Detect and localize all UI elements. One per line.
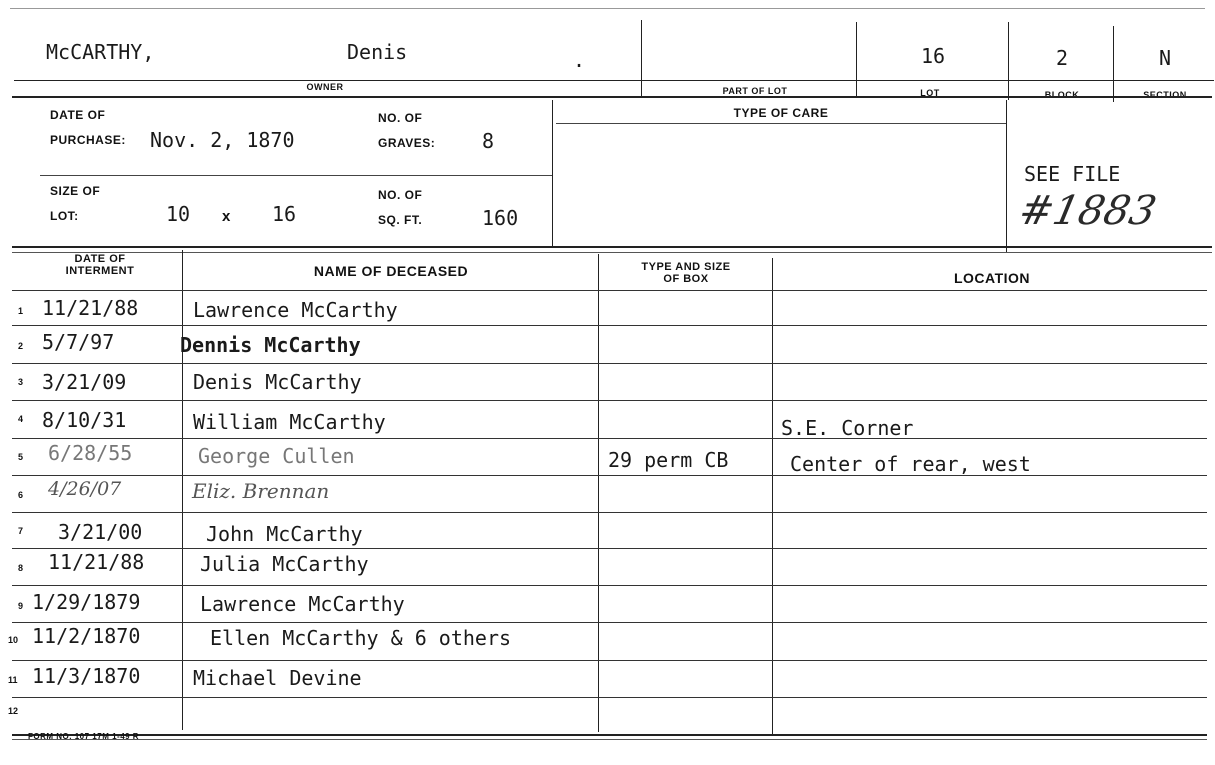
form-number: FORM NO. 107 17M 1-49 R <box>28 732 140 741</box>
row-separator <box>12 400 1207 401</box>
row-number: 6 <box>18 490 24 500</box>
lot-length: 16 <box>272 202 297 226</box>
interment-date: 11/21/88 <box>48 550 145 574</box>
row-number: 5 <box>18 452 24 462</box>
purchase-date: Nov. 2, 1870 <box>150 128 295 152</box>
interment-date: 11/2/1870 <box>32 624 141 648</box>
purchase-mid-rule <box>40 175 552 176</box>
block-bottom-rule-2 <box>12 252 1212 253</box>
box-type: 29 perm CB <box>608 448 729 472</box>
sqft-label-2: SQ. FT. <box>378 213 423 227</box>
deceased-name: William McCarthy <box>193 410 386 434</box>
row-separator <box>12 697 1207 698</box>
deceased-name: John McCarthy <box>206 522 363 546</box>
col-box-header <box>600 261 772 285</box>
divider-owner <box>641 20 642 98</box>
location: S.E. Corner <box>781 416 914 440</box>
col-box-header-line1: TYPE AND SIZE <box>641 261 731 273</box>
interment-date: 5/7/97 <box>42 330 115 354</box>
row-separator <box>12 660 1207 661</box>
interment-date: 1/29/1879 <box>32 590 141 614</box>
col-date-header-line2: INTERMENT <box>65 265 135 277</box>
graves-value: 8 <box>482 129 495 153</box>
row-separator <box>12 363 1207 364</box>
sqft-value: 160 <box>482 206 519 230</box>
date-of-label: DATE OF <box>50 108 106 122</box>
header-bottom-rule <box>12 96 1212 98</box>
divider-purchase-care <box>552 100 553 248</box>
row-number: 8 <box>18 563 24 573</box>
see-file-label: SEE FILE <box>1024 162 1121 186</box>
header-rule <box>14 80 1214 81</box>
interment-date: 3/21/09 <box>42 370 127 394</box>
lot-size-times: x <box>222 208 231 225</box>
lot-value: 16 <box>920 44 946 68</box>
care-rule <box>556 123 1006 124</box>
row-separator <box>12 438 1207 439</box>
graves-label-2: GRAVES: <box>378 136 436 150</box>
deceased-name: Lawrence McCarthy <box>200 592 405 616</box>
top-border <box>10 8 1205 9</box>
deceased-name: Dennis McCarthy <box>180 333 361 357</box>
row-number: 1 <box>18 306 24 316</box>
owner-label: OWNER <box>306 82 344 92</box>
section-value: N <box>1158 46 1172 70</box>
row-number: 12 <box>8 706 19 716</box>
deceased-name: Denis McCarthy <box>193 370 362 394</box>
block-value: 2 <box>1055 46 1069 70</box>
col-name-header: NAME OF DECEASED <box>313 263 469 279</box>
row-separator <box>12 548 1207 549</box>
lot-label: LOT <box>920 88 940 98</box>
owner-first-name: Denis <box>347 40 408 64</box>
interment-date: 6/28/55 <box>48 441 133 465</box>
deceased-name: Julia McCarthy <box>200 552 369 576</box>
owner-dot: . <box>573 48 586 72</box>
col-date-header <box>20 253 180 277</box>
interment-date: 11/21/88 <box>42 296 139 320</box>
block-label: BLOCK <box>1044 90 1080 100</box>
row-number: 3 <box>18 377 24 387</box>
col-location-header: LOCATION <box>953 270 1031 286</box>
lot-width: 10 <box>166 202 191 226</box>
row-separator <box>12 290 1207 291</box>
divider-lot <box>1008 22 1009 100</box>
file-number: #1883 <box>1015 188 1161 234</box>
divider-part-lot <box>856 22 857 98</box>
row-number: 4 <box>18 414 24 424</box>
row-separator <box>12 622 1207 623</box>
divider-block <box>1113 26 1114 102</box>
section-label: SECTION <box>1143 90 1187 100</box>
graves-label-1: NO. OF <box>378 111 423 125</box>
divider-care-file <box>1006 100 1007 252</box>
purchase-label: PURCHASE: <box>50 133 126 147</box>
deceased-name: George Cullen <box>198 444 355 468</box>
deceased-name: Ellen McCarthy & 6 others <box>210 626 512 650</box>
row-number: 11 <box>8 675 18 685</box>
interment-date: 3/21/00 <box>58 520 143 544</box>
table-bottom-rule-2 <box>12 739 1207 740</box>
col-date-header-line1: DATE OF <box>74 253 126 265</box>
table-bottom-rule <box>12 734 1207 736</box>
interment-date: 11/3/1870 <box>32 664 141 688</box>
deceased-name: Lawrence McCarthy <box>193 298 398 322</box>
size-of-label: SIZE OF <box>50 184 101 198</box>
row-separator <box>12 325 1207 326</box>
row-separator <box>12 512 1207 513</box>
interment-date: 4/26/07 <box>48 478 122 500</box>
lot-size-label: LOT: <box>50 209 79 223</box>
row-number: 7 <box>18 526 24 536</box>
location: Center of rear, west <box>790 452 1031 476</box>
sqft-label-1: NO. OF <box>378 188 423 202</box>
col-divider-box <box>772 258 773 734</box>
part-of-lot-label: PART OF LOT <box>722 86 788 96</box>
row-number: 10 <box>8 635 19 645</box>
row-number: 2 <box>18 341 24 351</box>
type-of-care-label: TYPE OF CARE <box>733 106 829 120</box>
interment-date: 8/10/31 <box>42 408 127 432</box>
col-box-header-line2: OF BOX <box>663 273 709 285</box>
owner-surname: McCARTHY, <box>46 40 155 64</box>
row-separator <box>12 585 1207 586</box>
row-number: 9 <box>18 601 24 611</box>
deceased-name: Michael Devine <box>193 666 362 690</box>
col-divider-date <box>182 250 183 730</box>
deceased-name: Eliz. Brennan <box>192 479 330 503</box>
block-bottom-rule <box>12 246 1212 248</box>
